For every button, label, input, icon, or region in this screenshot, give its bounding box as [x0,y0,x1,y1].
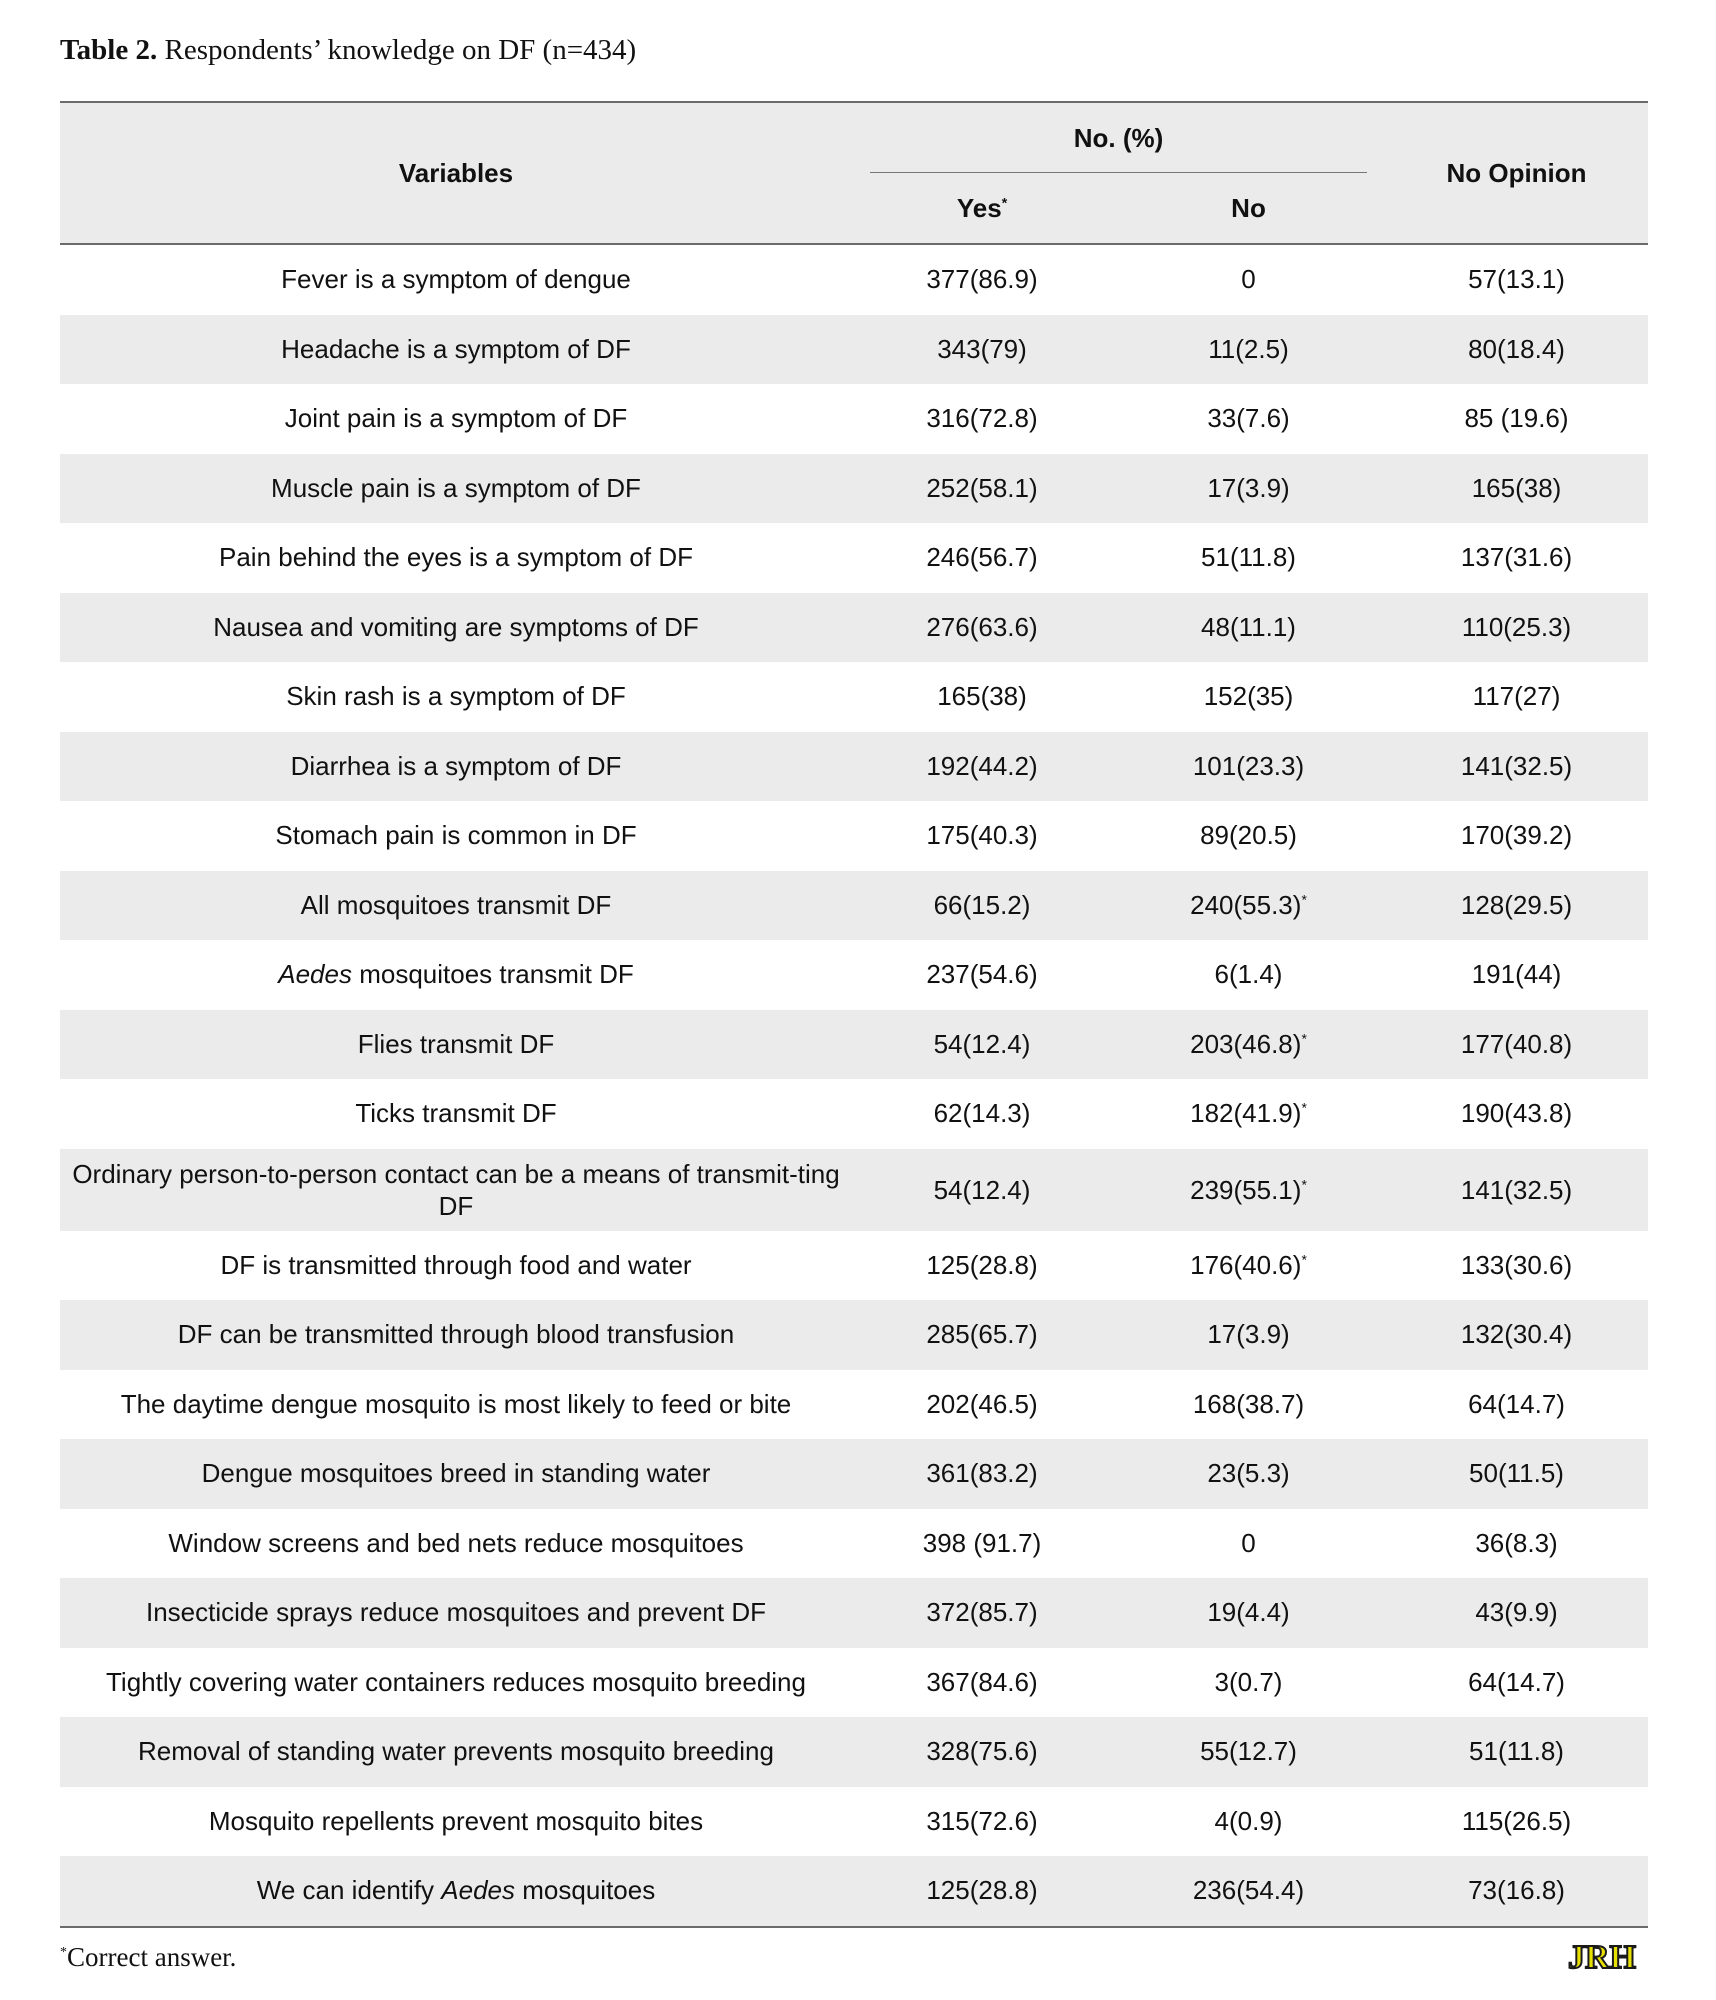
cell-yes: 125(28.8) [852,1856,1112,1927]
table-caption [60,34,636,67]
cell-variable [60,1717,852,1787]
cell-variable [60,1648,852,1718]
cell-no-opinion: 117(27) [1472,681,1561,712]
cell-yes: 315(72.6) [926,1805,1038,1836]
cell-no-opinion: 132(30.4) [1385,1300,1648,1370]
cell-no-opinion: 57(13.1) [1468,264,1565,295]
jrh-logo-text: JRH [1568,1939,1636,1974]
variable-text: All mosquitoes transmit DF [300,889,612,920]
cell-no-opinion: 137(31.6) [1460,542,1573,573]
cell-variable [60,523,852,593]
no-value: 240(55.3) [1190,889,1302,920]
cell-yes: 125(28.8) [926,1249,1038,1280]
table-row [60,1578,1648,1648]
cell-yes: 165(38) [937,681,1027,712]
cell-yes: 252(58.1) [852,454,1112,524]
cell-no-opinion: 36(8.3) [1475,1527,1558,1558]
cell-yes: 343(79) [852,315,1112,385]
cell-no [1112,1079,1385,1149]
table-caption-text: Respondents’ knowledge on DF (n=434) [157,34,637,66]
cell-variable [60,384,852,454]
cell-yes: 175(40.3) [926,820,1038,851]
cell-no-opinion: 85 (19.6) [1464,403,1569,434]
cell-yes: 367(84.6) [926,1666,1038,1697]
table-row [60,871,1648,941]
cell-variable [60,1149,852,1231]
no-value: 0 [1241,264,1256,295]
cell-no-opinion: 190(43.8) [1460,1098,1573,1129]
variable-text: Tightly covering water containers reduces mosquito breeding [106,1666,806,1697]
cell-no-opinion: 141(32.5) [1385,732,1648,802]
cell-variable [60,593,852,663]
cell-no [1112,1509,1385,1579]
cell-no [1112,454,1385,524]
variable-text: Dengue mosquitoes breed in standing water [201,1458,711,1489]
cell-no-opinion: 128(29.5) [1385,871,1648,941]
cell-no-opinion: 64(14.7) [1468,1666,1565,1697]
cell-yes: 377(86.9) [926,264,1038,295]
variable-text: Window screens and bed nets reduce mosquitoes [168,1527,744,1558]
cell-no-opinion: 50(11.5) [1385,1439,1648,1509]
cell-variable [60,1370,852,1440]
table-row [60,454,1648,524]
no-value: 6(1.4) [1214,959,1283,990]
cell-variable [60,1300,852,1370]
variable-text: Ordinary person-to-person contact can be a means of transmit-ting DF [72,1158,840,1221]
cell-yes: 62(14.3) [933,1098,1031,1129]
no-value: 101(23.3) [1192,750,1305,781]
header-no: No [1112,173,1385,244]
header-no-opinion: No Opinion [1385,102,1648,244]
cell-no-opinion: 51(11.8) [1385,1717,1648,1787]
cell-no-opinion: 191(44) [1471,959,1562,990]
table-row [60,732,1648,802]
knowledge-table [60,101,1648,1928]
no-value: 89(20.5) [1200,820,1297,851]
variable-text: Pain behind the eyes is a symptom of DF [218,542,693,573]
no-value: 48(11.1) [1201,611,1296,642]
cell-yes: 54(12.4) [852,1149,1112,1231]
footnote-text: Correct answer. [67,1942,237,1972]
variable-text-tail: mosquitoes transmit DF [351,959,634,990]
cell-variable [60,1509,852,1579]
footnote-mark: * [60,1945,67,1960]
cell-yes: 66(15.2) [852,871,1112,941]
table-row [60,940,1648,1010]
table-row [60,1079,1648,1149]
cell-no-opinion: 110(25.3) [1385,593,1648,663]
table-row [60,1370,1648,1440]
cell-variable [60,801,852,871]
variable-text: Stomach pain is common in DF [275,820,637,851]
variable-text: DF can be transmitted through blood transfusion [177,1319,735,1350]
no-value: 0 [1241,1527,1256,1558]
variable-text: Diarrhea is a symptom of DF [290,750,622,781]
no-value: 51(11.8) [1201,542,1296,573]
cell-no [1112,523,1385,593]
table-row [60,662,1648,732]
correct-mark: * [1301,1099,1307,1116]
cell-yes: 361(83.2) [852,1439,1112,1509]
group-rule [870,172,1367,173]
variable-text: DF is transmitted through food and water [220,1249,692,1280]
cell-no [1112,801,1385,871]
variable-text: Flies transmit DF [357,1028,555,1059]
variable-text: Headache is a symptom of DF [281,333,631,364]
cell-variable [60,871,852,941]
table-caption-label: Table 2. [60,34,158,66]
cell-yes: 372(85.7) [852,1578,1112,1648]
cell-no [1112,1578,1385,1648]
cell-no [1112,1300,1385,1370]
cell-yes: 237(54.6) [926,959,1038,990]
table-row [60,593,1648,663]
cell-no-opinion: 165(38) [1385,454,1648,524]
cell-no [1112,1010,1385,1080]
cell-no-opinion: 64(14.7) [1468,1388,1565,1419]
cell-no [1112,871,1385,941]
table-row [60,1149,1648,1231]
cell-no-opinion: 73(16.8) [1385,1856,1648,1927]
table-row [60,523,1648,593]
header-variables: Variables [60,102,852,244]
cell-yes: 398 (91.7) [922,1527,1042,1558]
cell-variable [60,940,852,1010]
no-value: 23(5.3) [1207,1458,1290,1489]
table-body [60,244,1648,1927]
cell-yes: 276(63.6) [852,593,1112,663]
table-row [60,1300,1648,1370]
variable-text: Ticks transmit DF [355,1098,557,1129]
no-value: 11(2.5) [1208,333,1289,364]
cell-no [1112,1370,1385,1440]
no-value: 55(12.7) [1200,1736,1297,1767]
cell-yes: 246(56.7) [926,542,1038,573]
cell-variable [60,315,852,385]
table-row [60,315,1648,385]
variable-text: Insecticide sprays reduce mosquitoes and prevent DF [146,1597,766,1628]
variable-text: We can identify [256,1875,442,1906]
cell-variable [60,454,852,524]
variable-text: Mosquito repellents prevent mosquito bites [208,1805,704,1836]
footnote [60,1942,236,1973]
cell-no-opinion: 115(26.5) [1461,1805,1572,1836]
no-value: 4(0.9) [1214,1805,1283,1836]
cell-no-opinion: 170(39.2) [1460,820,1573,851]
cell-variable [60,1578,852,1648]
no-value: 17(3.9) [1207,472,1290,503]
cell-yes: 316(72.8) [926,403,1038,434]
table-row [60,384,1648,454]
jrh-logo [1556,1938,1648,1974]
cell-no [1112,244,1385,315]
variable-text: Removal of standing water prevents mosquito breeding [138,1736,774,1767]
header-yes-label: Yes [956,192,1002,223]
cell-variable [60,732,852,802]
correct-mark: * [1301,1175,1307,1192]
cell-no-opinion: 133(30.6) [1460,1249,1573,1280]
cell-no [1112,1149,1385,1231]
variable-text: Muscle pain is a symptom of DF [271,472,641,503]
cell-no-opinion: 43(9.9) [1385,1578,1648,1648]
variable-text: The daytime dengue mosquito is most likely to feed or bite [120,1388,792,1419]
variable-text: Fever is a symptom of dengue [281,264,631,295]
cell-variable [60,1439,852,1509]
cell-variable [60,1231,852,1301]
header-yes [852,173,1112,244]
cell-no [1112,1856,1385,1927]
cell-no-opinion: 177(40.8) [1385,1010,1648,1080]
variable-text: Skin rash is a symptom of DF [286,681,626,712]
cell-variable [60,1856,852,1927]
correct-mark: * [1301,1251,1307,1268]
variable-italic: Aedes [278,959,352,990]
table-row [60,1856,1648,1927]
cell-yes: 285(65.7) [852,1300,1112,1370]
cell-yes: 192(44.2) [852,732,1112,802]
cell-no [1112,1231,1385,1301]
no-value: 239(55.1) [1190,1174,1302,1205]
no-value: 182(41.9) [1190,1098,1302,1129]
no-value: 19(4.4) [1207,1597,1290,1628]
variable-text: Joint pain is a symptom of DF [284,403,628,434]
table-row [60,1439,1648,1509]
no-value: 3(0.7) [1214,1666,1283,1697]
cell-no [1112,1439,1385,1509]
cell-no [1112,1787,1385,1857]
table-row [60,1717,1648,1787]
cell-variable [60,1787,852,1857]
table-row [60,1231,1648,1301]
variable-text: Nausea and vomiting are symptoms of DF [213,611,699,642]
cell-no [1112,1717,1385,1787]
header-group [852,102,1385,173]
cell-no-opinion: 80(18.4) [1385,315,1648,385]
cell-no-opinion: 141(32.5) [1385,1149,1648,1231]
cell-yes: 202(46.5) [926,1388,1038,1419]
cell-no [1112,384,1385,454]
cell-no [1112,662,1385,732]
cell-variable [60,662,852,732]
cell-no [1112,940,1385,1010]
cell-variable [60,244,852,315]
cell-no [1112,315,1385,385]
no-value: 33(7.6) [1207,403,1290,434]
correct-mark: * [1301,1030,1307,1047]
cell-variable [60,1079,852,1149]
correct-mark: * [1301,891,1307,908]
table-row [60,801,1648,871]
no-value: 176(40.6) [1190,1249,1302,1280]
table-row [60,1010,1648,1080]
cell-variable [60,1010,852,1080]
no-value: 152(35) [1203,681,1294,712]
table-row [60,1648,1648,1718]
variable-italic: Aedes [441,1875,516,1906]
cell-yes: 54(12.4) [852,1010,1112,1080]
no-value: 236(54.4) [1192,1875,1305,1906]
header-group-label: No. (%) [1073,122,1164,153]
table-row [60,1787,1648,1857]
table-row [60,244,1648,315]
no-value: 17(3.9) [1207,1319,1290,1350]
no-value: 203(46.8) [1190,1028,1302,1059]
cell-no [1112,732,1385,802]
table-row [60,1509,1648,1579]
cell-yes: 328(75.6) [852,1717,1112,1787]
variable-text-tail: mosquitoes [515,1875,656,1906]
no-value: 168(38.7) [1192,1388,1305,1419]
header-yes-mark: * [1001,193,1008,210]
cell-no [1112,593,1385,663]
cell-no [1112,1648,1385,1718]
